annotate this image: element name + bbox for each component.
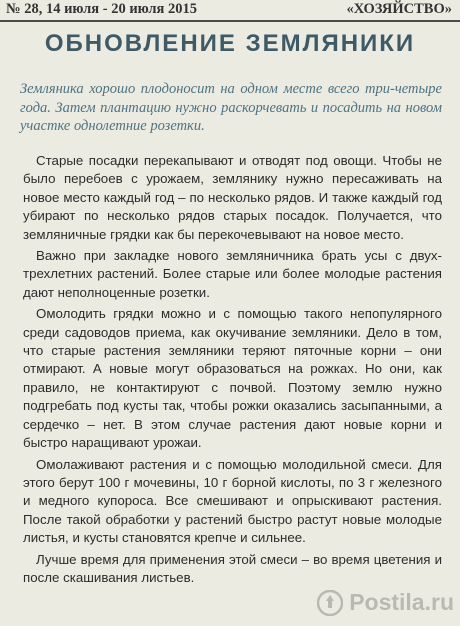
newspaper-header [0,0,460,22]
postila-watermark [317,589,454,616]
article-paragraph: Омолаживают растения и с помощью молодильной смеси. Для этого берут 100 г мочевины, 10 г борной кислоты, по 3 г железного и медного купороса. Все смешивают и опрыскивают растения. После такой обработки у растений быстро растут новые молодые листья, и кусты становятся крепче и сильнее. [23,456,442,546]
article-paragraph: Лучше время для применения этой смеси – во время цветения и после скашивания листьев. [23,551,442,585]
postila-pin-icon [317,590,343,616]
article-paragraph: Омолодить грядки можно и с помощью такого непопулярного среди садоводов приема, как окучивание земляники. Дело в том, что старые растения земляники теряют пяточные корни – они отмирают. А новые могут образоваться на рожках. Но они, как правило, не контактируют с почвой. Поэтому землю нужно подгребать под кусты так, чтобы рожки оказались засыпанными, а сердечко – нет. В этом случае растения дают новые корни и быстро наращивают урожаи. [23,306,442,451]
article-paragraph: Важно при закладке нового земляничника брать усы с двух-трехлетних растений. Более старые или более молодые растения дают неполноценные розетки. [23,248,442,300]
section-name: «ХОЗЯЙСТВО» [346,1,452,17]
watermark-text: Postila.ru [349,589,454,615]
issue-date: № 28, 14 июля - 20 июля 2015 [6,1,198,17]
article-paragraph: Старые посадки перекапывают и отводят под овощи. Чтобы не было перебоев с урожаем, землянику нужно пересаживать на новое место каждый год – по несколько рядов. И также каждый год убирают по несколько рядов старых посадок. Получается, что земляничные грядки как бы перекочевывают на новое место. [23,153,442,242]
article-title: ОБНОВЛЕНИЕ ЗЕМЛЯНИКИ [44,30,416,57]
article-body [23,152,442,590]
article-lead: Земляника хорошо плодоносит на одном месте всего три-четыре года. Затем плантацию нужно раскорчевать и посадить на новом участке однолетние розетки. [20,81,442,135]
